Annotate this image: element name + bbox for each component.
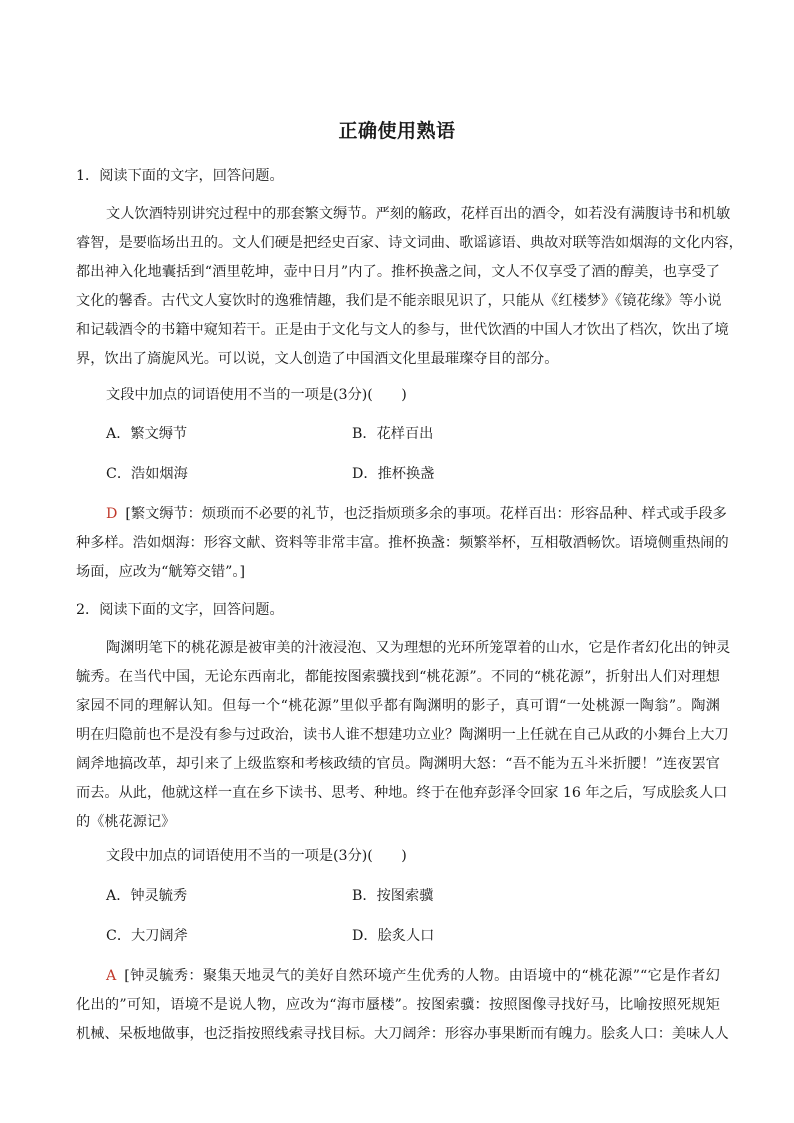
q2-option-c[interactable]: C．大刀阔斧 bbox=[106, 928, 188, 944]
q1-passage-line: 睿智，是要临场出丑的。文人们硬是把经史百家、诗文词曲、歌谣谚语、典故对联等浩如烟海的文化内容， bbox=[76, 235, 743, 251]
q1-passage-line: 文人饮酒特别讲究过程中的那套繁文缛节。严刻的觞政，花样百出的酒令，如若没有满腹诗书和机敏 bbox=[106, 206, 731, 222]
question-1-stem: 文段中加点的词语使用不当的一项是(3分)( ) bbox=[106, 387, 407, 403]
q2-passage-line: 的《桃花源记》 bbox=[76, 814, 176, 830]
q2-option-b[interactable]: B．按图索骥 bbox=[352, 888, 434, 904]
q2-answer-line: 机械、呆板地做事，也泛指按照线索寻找目标。大刀阔斧：形容办事果断而有魄力。脍炙人口：美味人人 bbox=[76, 1026, 729, 1042]
q1-passage-line: 界，饮出了旖旎风光。可以说，文人创造了中国酒文化里最璀璨夺目的部分。 bbox=[76, 351, 559, 367]
question-1-heading: 1．阅读下面的文字，回答问题。 bbox=[76, 168, 284, 184]
q1-passage-line: 都出神入化地囊括到“酒里乾坤，壶中日月”内了。推杯换盏之间，文人不仅享受了酒的醇美，也享受了 bbox=[76, 264, 720, 280]
q2-passage-line: 毓秀。在当代中国，无论东西南北，都能按图索骥找到“桃花源”。不同的“桃花源”，折射出人们对理想 bbox=[76, 669, 720, 685]
q1-answer-letter: D bbox=[106, 506, 118, 522]
q2-option-a[interactable]: A．钟灵毓秀 bbox=[106, 888, 188, 904]
q1-option-d[interactable]: D．推杯换盏 bbox=[352, 466, 435, 482]
page-title: 正确使用熟语 bbox=[338, 120, 456, 142]
q1-answer-line bbox=[106, 504, 727, 524]
q2-passage-line: 家园不同的理解认知。但每一个“桃花源”里似乎都有陶渊明的影子，真可谓“一处桃源一陶翁”。陶渊 bbox=[76, 698, 720, 714]
q2-option-d[interactable]: D．脍炙人口 bbox=[352, 928, 435, 944]
q1-answer-text: [繁文缛节：烦琐而不必要的礼节，也泛指烦琐多余的事项。花样百出：形容品种、样式或手段多 bbox=[125, 506, 727, 522]
question-2-heading: 2．阅读下面的文字，回答问题。 bbox=[76, 602, 284, 618]
question-2-stem: 文段中加点的词语使用不当的一项是(3分)( ) bbox=[106, 848, 407, 864]
q1-option-a[interactable]: A．繁文缛节 bbox=[106, 426, 188, 442]
q2-passage-line: 明在归隐前也不是没有参与过政治，读书人谁不想建功立业？陶渊明一上任就在自己从政的小舞台上大刀 bbox=[76, 727, 729, 743]
q2-passage-line: 而去。从此，他就这样一直在乡下读书、思考、种地。终于在他弃彭泽令回家 16 年之后，写成脍炙人口 bbox=[76, 785, 728, 801]
q1-option-b[interactable]: B．花样百出 bbox=[352, 426, 434, 442]
q1-answer-line: 场面，应改为“觥筹交错”。] bbox=[76, 564, 246, 580]
q2-answer-text: [钟灵毓秀：聚集天地灵气的美好自然环境产生优秀的人物。由语境中的“桃花源”“它是作者幻 bbox=[124, 968, 720, 984]
q1-passage-line: 文化的馨香。古代文人宴饮时的逸雅情趣，我们是不能亲眼见识了，只能从《红楼梦》《镜花缘》等小说 bbox=[76, 293, 722, 309]
q1-passage-line: 和记载酒令的书籍中窥知若干。正是由于文化与文人的参与，世代饮酒的中国人才饮出了档次，饮出了境 bbox=[76, 322, 729, 338]
q1-option-c[interactable]: C．浩如烟海 bbox=[106, 466, 188, 482]
q2-answer-line: 化出的”可知，语境不是说人物，应改为“海市蜃楼”。按图索骥：按照图像寻找好马，比喻按照死规矩 bbox=[76, 997, 720, 1013]
q1-answer-line: 种多样。浩如烟海：形容文献、资料等非常丰富。推杯换盏：频繁举杯，互相敬酒畅饮。语境侧重热闹的 bbox=[76, 535, 729, 551]
q2-passage-line: 阔斧地搞改革，却引来了上级监察和考核政绩的官员。陶渊明大怒：“吾不能为五斗米折腰！”连夜罢官 bbox=[76, 756, 720, 772]
q2-answer-letter: A bbox=[106, 968, 117, 984]
q2-passage-line: 陶渊明笔下的桃花源是被审美的汁液浸泡、又为理想的光环所笼罩着的山水，它是作者幻化出的钟灵 bbox=[106, 640, 731, 656]
q2-answer-line bbox=[106, 966, 720, 986]
